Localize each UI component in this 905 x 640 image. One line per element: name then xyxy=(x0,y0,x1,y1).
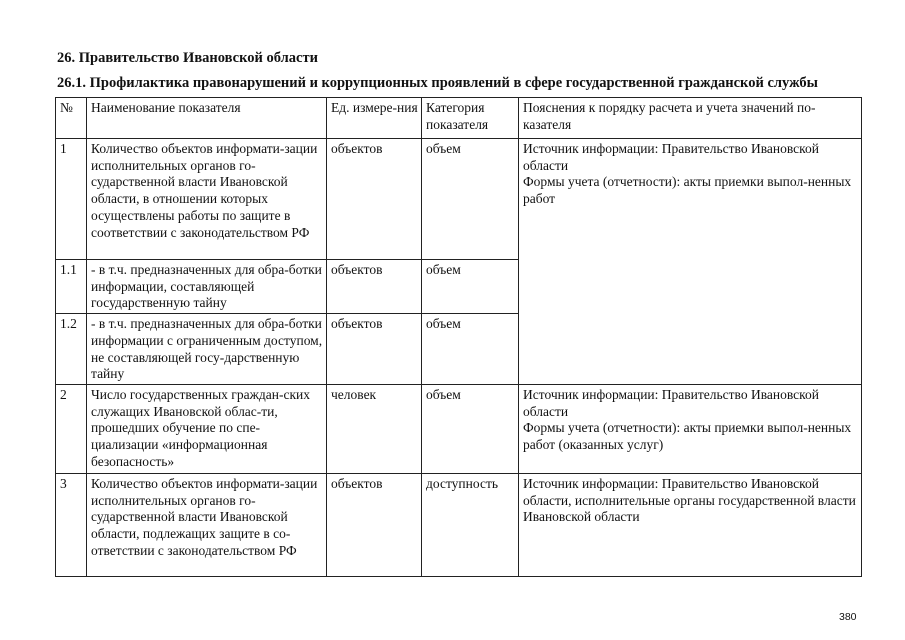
notes-source: Источник информации: Правительство Ивановской области xyxy=(523,386,819,419)
indicator-unit: объектов xyxy=(327,314,422,385)
page-number: 380 xyxy=(839,611,857,623)
indicator-notes xyxy=(519,384,862,473)
row-number: 3 xyxy=(56,473,87,576)
indicator-category: доступность xyxy=(422,473,519,576)
subsection-heading: 26.1. Профилактика правонарушений и коррупционных проявлений в сфере государственной гражданской службы xyxy=(57,75,818,91)
indicator-category: объем xyxy=(422,384,519,473)
row-number: 1.2 xyxy=(56,314,87,385)
indicator-name: Количество объектов информати-зации исполнительных органов го-сударственной власти Ивановской области, подлежащих защите в со-ответствии с законодательством РФ xyxy=(87,473,327,576)
table-row xyxy=(56,139,862,260)
indicators-table xyxy=(55,97,862,577)
column-header-number: № xyxy=(56,98,87,139)
row-number: 1.1 xyxy=(56,260,87,314)
indicator-name: - в т.ч. предназначенных для обра-ботки информации, составляющей государственную тайну xyxy=(87,260,327,314)
indicator-name: Количество объектов информати-зации исполнительных органов го-сударственной власти Ивановской области, в отношении которых осуществлены работы по защите в соответствии с законодательством РФ xyxy=(87,139,327,260)
notes-forms: Формы учета (отчетности): акты приемки выпол-ненных работ xyxy=(523,174,852,207)
indicator-name: Число государственных граждан-ских служащих Ивановской облас-ти, прошедших обучение по спе-циализации «информационная безопасность» xyxy=(87,384,327,473)
indicator-category: объем xyxy=(422,314,519,385)
column-header-category: Категория показателя xyxy=(422,98,519,139)
indicator-category: объем xyxy=(422,139,519,260)
table-row xyxy=(56,384,862,473)
section-heading: 26. Правительство Ивановской области xyxy=(57,50,318,66)
indicator-unit: объектов xyxy=(327,473,422,576)
column-header-notes: Пояснения к порядку расчета и учета значений по-казателя xyxy=(519,98,862,139)
column-header-unit: Ед. измере-ния xyxy=(327,98,422,139)
row-number: 1 xyxy=(56,139,87,260)
column-header-name: Наименование показателя xyxy=(87,98,327,139)
indicator-name: - в т.ч. предназначенных для обра-ботки информации с ограниченным доступом, не составляющей госу-дарственную тайну xyxy=(87,314,327,385)
notes-source: Источник информации: Правительство Ивановской области xyxy=(523,141,819,173)
row-number: 2 xyxy=(56,384,87,473)
indicator-notes xyxy=(519,473,862,576)
indicator-unit: человек xyxy=(327,384,422,473)
notes-forms: Формы учета (отчетности): акты приемки выпол-ненных работ (оказанных услуг) xyxy=(523,420,852,453)
table-header-row xyxy=(56,98,862,139)
indicator-category: объем xyxy=(422,260,519,314)
table-row xyxy=(56,473,862,576)
notes-source: Источник информации: Правительство Ивановской области, исполнительные органы государственной власти Ивановской области xyxy=(523,475,856,525)
indicator-notes xyxy=(519,139,862,385)
indicator-unit: объектов xyxy=(327,260,422,314)
indicator-unit: объектов xyxy=(327,139,422,260)
